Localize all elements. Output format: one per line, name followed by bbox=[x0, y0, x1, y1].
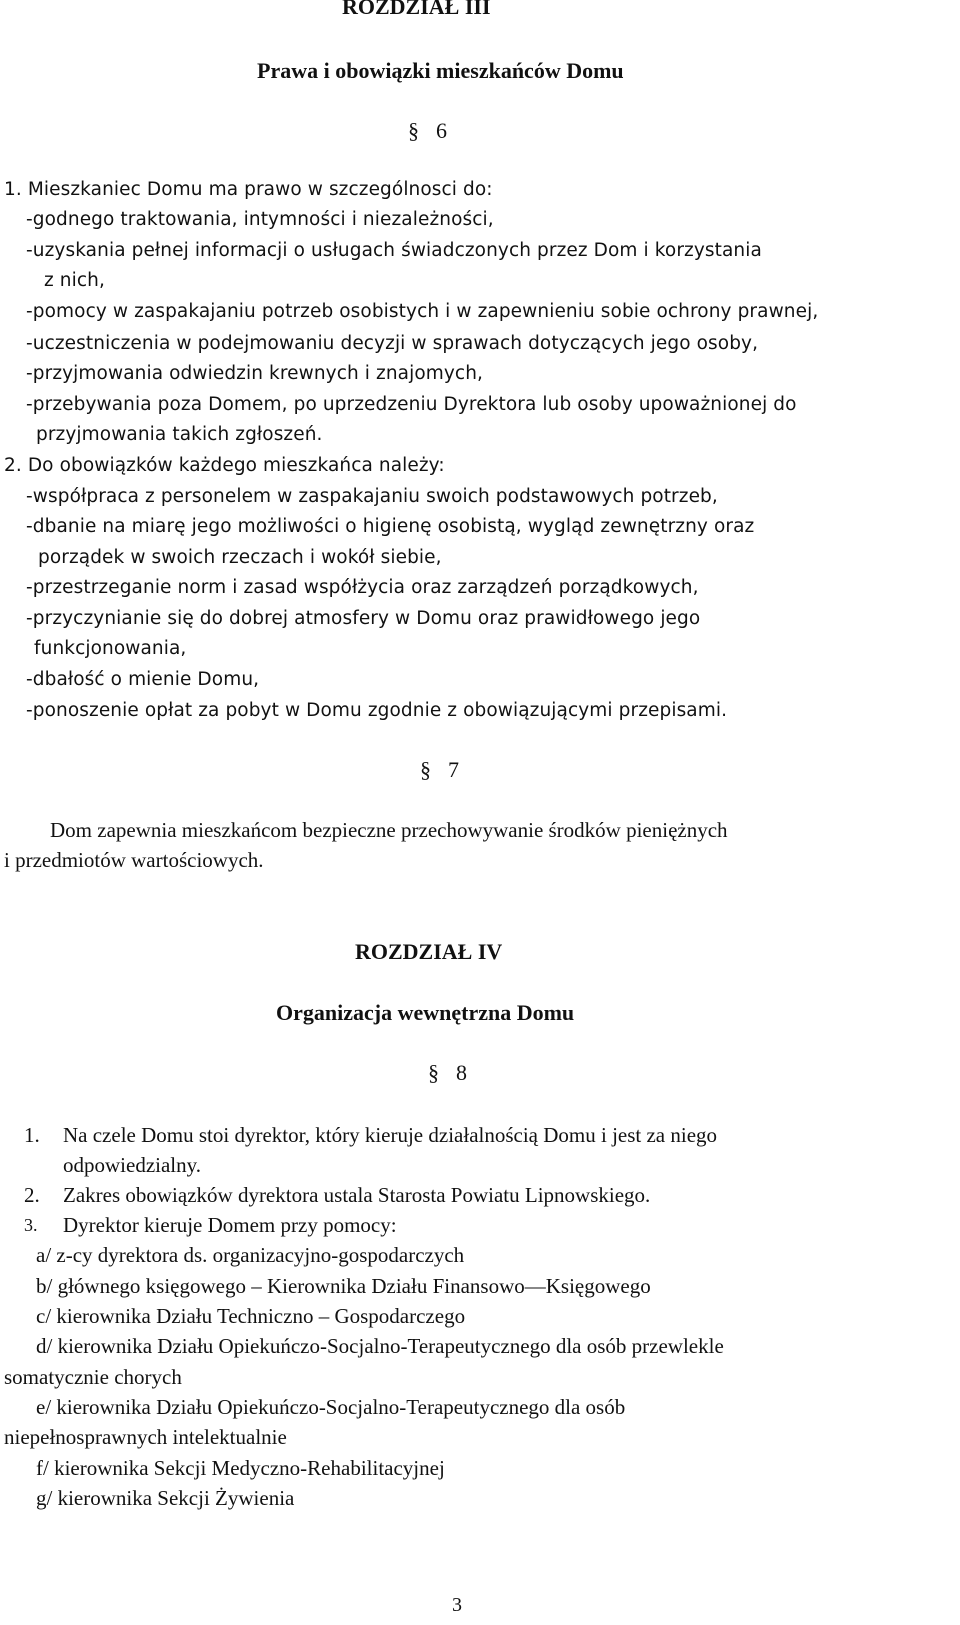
section-8-item-text: Dyrektor kieruje Domem przy pomocy: bbox=[63, 1213, 397, 1237]
section-6-line: funkcjonowania, bbox=[34, 638, 187, 659]
section-8-subline: niepełnosprawnych intelektualnie bbox=[4, 1425, 287, 1449]
section-8-subline: b/ głównego księgowego – Kierownika Działu Finansowo—Księgowego bbox=[36, 1274, 651, 1298]
section-6-line: -przestrzeganie norm i zasad współżycia oraz zarządzeń porządkowych, bbox=[26, 577, 699, 598]
section-6-line: -pomocy w zaspakajaniu potrzeb osobistych i w zapewnieniu sobie ochrony prawnej, bbox=[26, 301, 819, 322]
section-symbol: § bbox=[408, 118, 419, 143]
section-6-line: -dbanie na miarę jego możliwości o higienę osobistą, wygląd zewnętrzny oraz bbox=[26, 516, 755, 537]
chapter-4-heading: ROZDZIAŁ IV bbox=[355, 939, 503, 964]
chapter-3-heading: ROZDZIAŁ III bbox=[342, 0, 491, 19]
section-6-line: -przyjmowania odwiedzin krewnych i znajomych, bbox=[26, 363, 483, 384]
section-8-item-text: Na czele Domu stoi dyrektor, który kieruje działalnością Domu i jest za niego bbox=[63, 1123, 718, 1147]
section-8-item-number: 1. bbox=[24, 1123, 40, 1147]
section-6-line: z nich, bbox=[44, 270, 105, 291]
section-7-line: i przedmiotów wartościowych. bbox=[4, 848, 264, 872]
page-number: 3 bbox=[452, 1594, 462, 1616]
section-7-heading bbox=[420, 755, 459, 785]
section-6-line: -przebywania poza Domem, po uprzedzeniu Dyrektora lub osoby upoważnionej do bbox=[26, 394, 797, 415]
chapter-3-title: Prawa i obowiązki mieszkańców Domu bbox=[257, 58, 624, 83]
section-6-heading bbox=[408, 116, 447, 146]
section-8-subline: c/ kierownika Działu Techniczno – Gospodarczego bbox=[36, 1304, 466, 1328]
section-8-subline: e/ kierownika Działu Opiekuńczo-Socjalno-Terapeutycznego dla osób bbox=[36, 1395, 626, 1419]
section-8-subline: d/ kierownika Działu Opiekuńczo-Socjalno-Terapeutycznego dla osób przewlekle bbox=[36, 1334, 724, 1358]
section-6-line: -ponoszenie opłat za pobyt w Domu zgodnie z obowiązującymi przepisami. bbox=[26, 700, 728, 721]
section-8-item-number: 3. bbox=[24, 1215, 38, 1235]
section-6-line: -dbałość o mienie Domu, bbox=[26, 669, 260, 690]
section-6-line: -współpraca z personelem w zaspakajaniu swoich podstawowych potrzeb, bbox=[26, 486, 718, 507]
section-number: 7 bbox=[448, 757, 459, 782]
section-symbol: § bbox=[420, 757, 431, 782]
section-6-line: -uzyskania pełnej informacji o usługach świadczonych przez Dom i korzystania bbox=[26, 240, 762, 261]
section-6-line: porządek w swoich rzeczach i wokół siebie, bbox=[38, 547, 442, 568]
section-7-line: Dom zapewnia mieszkańcom bezpieczne przechowywanie środków pieniężnych bbox=[50, 818, 728, 842]
section-number: 8 bbox=[456, 1060, 467, 1085]
section-6-line: -przyczynianie się do dobrej atmosfery w Domu oraz prawidłowego jego bbox=[26, 608, 701, 629]
section-number: 6 bbox=[436, 118, 447, 143]
section-6-line: -godnego traktowania, intymności i niezależności, bbox=[26, 209, 494, 230]
section-6-line: 1. Mieszkaniec Domu ma prawo w szczególnosci do: bbox=[4, 179, 493, 200]
section-8-subline: somatycznie chorych bbox=[4, 1365, 182, 1389]
section-8-subline: f/ kierownika Sekcji Medyczno-Rehabilitacyjnej bbox=[36, 1456, 445, 1480]
section-8-item-text: odpowiedzialny. bbox=[63, 1153, 202, 1177]
section-6-line: -uczestniczenia w podejmowaniu decyzji w sprawach dotyczących jego osoby, bbox=[26, 333, 759, 354]
section-8-heading bbox=[428, 1058, 467, 1088]
section-6-line: przyjmowania takich zgłoszeń. bbox=[36, 424, 323, 445]
section-symbol: § bbox=[428, 1060, 439, 1085]
section-8-item-number: 2. bbox=[24, 1183, 40, 1207]
chapter-4-title: Organizacja wewnętrzna Domu bbox=[276, 1000, 575, 1025]
section-8-item-text: Zakres obowiązków dyrektora ustala Starosta Powiatu Lipnowskiego. bbox=[63, 1183, 651, 1207]
section-6-line: 2. Do obowiązków każdego mieszkańca należy: bbox=[4, 455, 445, 476]
section-8-subline: g/ kierownika Sekcji Żywienia bbox=[36, 1486, 295, 1510]
section-8-subline: a/ z-cy dyrektora ds. organizacyjno-gospodarczych bbox=[36, 1243, 465, 1267]
